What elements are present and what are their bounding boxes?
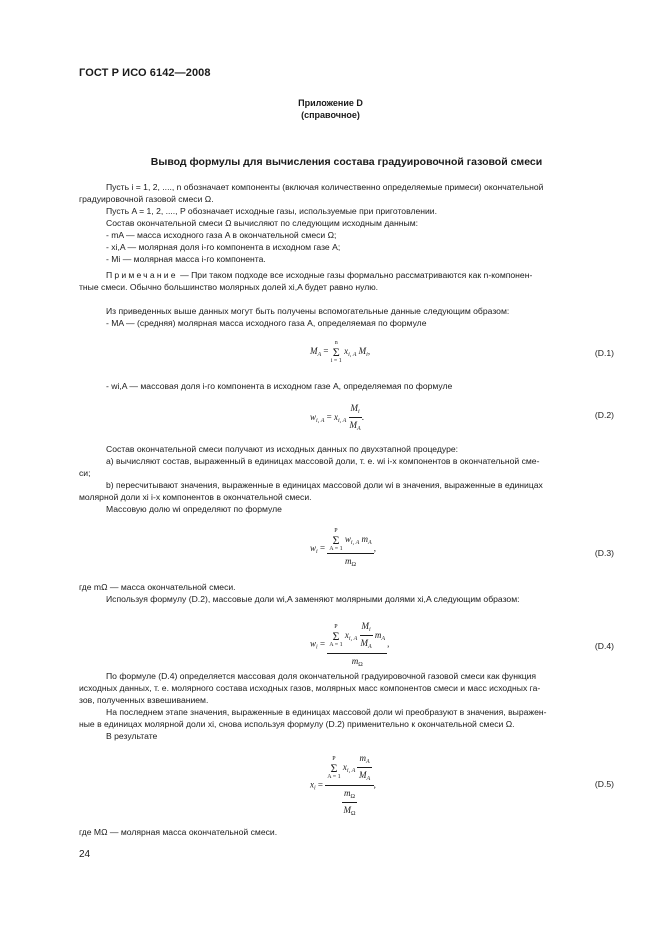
equation-number-d5: (D.5) [594, 779, 614, 789]
formula-d5: $x_i$ = P Σ A = 1 $x_{i, A}$ $\frac{m_A}{M_A}$ $\frac{m_\Omega}{M_\Omega}$ , [310, 753, 376, 818]
equation-number-d3: (D.3) [594, 548, 614, 558]
paragraph-input-data: Состав окончательной смеси Ω вычисляют по следующим исходным данным: [106, 218, 418, 229]
d5-explanation-block [79, 826, 614, 838]
list-item-molar-mass: - Mi — молярная масса i-го компонента. [106, 254, 266, 265]
paragraph-components-cont: градуировочной газовой смеси Ω. [79, 194, 214, 205]
formula-d2: $w_{i, A} = x_{i, A}$ $\frac{M_i}{M_A}$ . [310, 403, 364, 433]
list-item-mass: - mA — масса исходного газа A в окончательной смеси Ω; [106, 230, 337, 241]
procedure-step-a-cont: си; [79, 468, 91, 479]
formula-d4: $w_i$ = P Σ A = 1 $x_{i, A}$ $\frac{M_i}{M_A}$ $m_A$ $m_\Omega$ , [310, 621, 390, 668]
paragraph-d4-line-3: зов, полученных взвешиванием. [79, 695, 209, 706]
equation-number-d4: (D.4) [594, 641, 614, 651]
paragraph-aux-data: Из приведенных выше данных могут быть получены вспомогательные данные следующим образом: [106, 306, 510, 316]
equation-number-d2: (D.2) [594, 410, 614, 420]
paragraph-final-step-cont: ные в единицах молярной доли xi, снова используя формулу (D.2) применительно к окончательной смеси Ω. [79, 719, 515, 730]
annex-heading [0, 98, 661, 121]
paragraph-mass-fraction-formula: Массовую долю wi определяют по формуле [106, 504, 282, 515]
aux-data-block [79, 305, 614, 329]
note-block [79, 269, 614, 293]
paragraph-procedure: Состав окончательной смеси получают из исходных данных по двухэтапной процедуре: [106, 444, 459, 454]
paragraph-components: Пусть i = 1, 2, ...., n обозначает компоненты (включая количественно определяемые примеси) окончательной [106, 182, 544, 192]
paragraph-mix-molar-mass: где MΩ — молярная масса окончательной смеси. [79, 827, 278, 837]
paragraph-d4-line-1: По формуле (D.4) определяется массовая доля окончательной градуировочной газовой смеси как функция [106, 671, 537, 681]
paragraph-d4-line-2: исходных данных, т. е. молярного состава исходных газов, молярных масс компонентов смеси и масс исходных га- [79, 683, 541, 694]
mass-fraction-definition [79, 380, 614, 392]
note-label: Примечание [106, 270, 178, 280]
list-item-mean-molar-mass: - MA — (средняя) молярная масса исходного газа A, определяемая по формуле [106, 318, 427, 329]
standard-header: ГОСТ Р ИСО 6142—2008 [79, 67, 211, 79]
annex-subtitle: (справочное) [301, 109, 360, 120]
paragraph-result: В результате [106, 731, 158, 742]
paragraph-substitution: Используя формулу (D.2), массовые доли wi,A заменяют молярными долями xi,A следующим образом: [106, 594, 520, 605]
formula-d3: $w_i$ = P Σ A = 1 $w_{i, A}$ $m_A$ $m_\Omega$ , [310, 528, 376, 568]
d3-explanation-block [79, 581, 614, 605]
formula-d1: $M_A = n$ Σ i = 1 $x_{i, A}$ $M_i$, [310, 340, 371, 364]
intro-block [79, 181, 614, 265]
procedure-step-b-cont: молярной доли xi i-х компонентов в окончательной смеси. [79, 492, 312, 503]
paragraph-final-step: На последнем этапе значения, выраженные в единицах массовой доли wi преобразуют в значения, выражен- [106, 707, 547, 718]
list-item-mole-fraction: - xi,A — молярная доля i-го компонента в исходном газе A; [106, 242, 341, 253]
paragraph-total-mass: где mΩ — масса окончательной смеси. [79, 582, 236, 592]
procedure-block [79, 443, 614, 515]
d4-explanation-block [79, 670, 614, 742]
note-text: — При таком подходе все исходные газы формально рассматриваются как n-компонен- [177, 270, 533, 280]
equation-number-d1: (D.1) [594, 348, 614, 358]
annex-title: Приложение D [298, 98, 363, 108]
note-line-2: тные смеси. Обычно большинство молярных долей xi,A будет равно нулю. [79, 282, 379, 293]
note-line-1 [79, 269, 614, 281]
list-item-mass-fraction: - wi,A — массовая доля i-го компонента в исходном газе A, определяемая по формуле [106, 381, 453, 391]
section-title: Вывод формулы для вычисления состава градуировочной газовой смеси [150, 156, 543, 168]
procedure-step-b: b) пересчитывают значения, выраженные в единицах массовой доли wi в значения, выраженные в единицах [106, 480, 543, 491]
paragraph-source-gases: Пусть A = 1, 2, ...., P обозначает исходные газы, используемые при приготовлении. [106, 206, 437, 217]
procedure-step-a: а) вычисляют состав, выраженный в единицах массовой доли, т. е. wi i-х компонентов в окончательной сме- [106, 456, 540, 467]
page-number: 24 [79, 849, 91, 860]
